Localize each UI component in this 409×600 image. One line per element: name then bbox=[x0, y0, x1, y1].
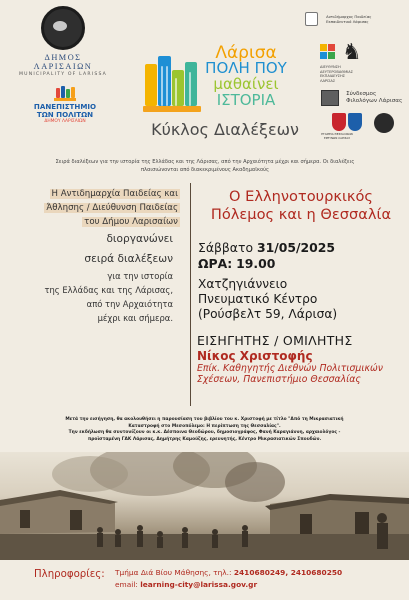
speaker-role-line2: Σχέσεων, Πανεπιστήμιο Θεσσαλίας bbox=[197, 374, 361, 385]
lecture-title-line1: Ο Ελληνοτουρκικός bbox=[228, 188, 373, 205]
info-email-line bbox=[115, 580, 257, 589]
university-line3: ΔΗΜΟΥ ΛΑΡΙΣΑΙΩΝ bbox=[44, 119, 86, 124]
ded-line4: ΛΑΡΙΣΑΣ bbox=[320, 78, 336, 83]
ded-line1: ΔΙΕΥΘΥΝΣΗ bbox=[320, 65, 341, 69]
municipality-logo bbox=[18, 6, 108, 77]
intro-text: Σειρά διαλέξεων για την ιστορία της Ελλάδας και της Λάρισας, από την Αρχαιότητα μέχρι και σήμερα. Οι διαλέξεις πλαισιώνονται από διακεκριμένους Ακαδημαϊκούς bbox=[55, 159, 355, 173]
philologists-association-logo bbox=[321, 87, 405, 106]
campaign-title bbox=[196, 45, 296, 108]
date-label: Σάββατο bbox=[198, 240, 254, 255]
event-notes bbox=[12, 417, 397, 443]
info-department: Τμήμα Διά Βίου Μάθησης, τηλ.: bbox=[115, 568, 232, 577]
venue-address: (Ρούσβελτ 59, Λάρισα) bbox=[198, 307, 338, 321]
time-label: ΩΡΑ: bbox=[198, 256, 233, 271]
notes-line1: Μετά την εισήγηση, θα ακολουθήσει η παρουσίαση του βιβλίου του κ. Χριστοφή με τίτλο "Από τη Μικρασιατική bbox=[65, 417, 344, 422]
municipality-name: ΔΗΜΟΣ ΛΑΡΙΣΑΙΩΝ bbox=[33, 53, 93, 71]
horse-icon: ♞ bbox=[342, 40, 362, 65]
organizer-line2: Άθλησης / Διεύθυνση Παιδείας bbox=[46, 203, 178, 213]
philologists-line2: Φιλολόγων Λάρισας bbox=[346, 97, 403, 104]
red-shield-icon bbox=[332, 113, 346, 131]
event-time bbox=[198, 256, 275, 272]
university-line2: ΤΩΝ ΠΟΛΙΤΩΝ bbox=[36, 110, 94, 119]
lecture-cycle-heading: Κύκλος Διαλέξεων bbox=[151, 120, 299, 139]
ded-line3: ΕΚΠΑΙΔΕΥΣΗΣ bbox=[320, 74, 346, 79]
organizer-column bbox=[20, 187, 180, 325]
topic-line4: μέχρι και σήμερα. bbox=[97, 313, 173, 323]
university-line1: ΠΑΝΕΠΙΣΤΗΜΙΟ bbox=[33, 102, 97, 111]
lecture-title-line2: Πόλεμος και η Θεσσαλία bbox=[210, 206, 392, 223]
badge-caption: ΕΤΑΙΡΕΙΑ ΘΕΣΣΑΛΙΚΩΝ ΕΡΕΥΝΩΝ ΛΑΡΙΣΑΣ bbox=[321, 132, 353, 140]
title-line1: Λάρισα bbox=[215, 43, 277, 63]
ded-squares-icon bbox=[320, 44, 336, 60]
info-phone-line bbox=[115, 568, 342, 577]
date-value: 31/05/2025 bbox=[256, 240, 336, 255]
books-icon bbox=[54, 84, 76, 101]
ministry-line2: Εκπαιδευτικό Λάρισας bbox=[326, 18, 369, 24]
philologists-line1: Σύνδεσμος bbox=[346, 90, 377, 97]
speaker-role-line1: Επίκ. Καθηγητής Διεθνών Πολιτισμικών bbox=[197, 363, 383, 374]
ministry-line1: Αντιδήμαρχος Παιδείας bbox=[326, 13, 372, 19]
philologists-emblem-icon bbox=[321, 90, 339, 106]
column-divider bbox=[190, 183, 191, 406]
speaker-name: Νίκος Χριστοφής bbox=[197, 349, 313, 363]
organizer-line3: του Δήμου Λαρισαίων bbox=[84, 217, 178, 227]
eagle-crest-icon bbox=[374, 113, 394, 133]
learning-city-books-icon bbox=[143, 50, 201, 112]
info-email-link[interactable]: learning-city@larissa.gov.gr bbox=[140, 580, 258, 589]
info-email-label: email: bbox=[115, 580, 138, 589]
topic-line2: της Ελλάδας και της Λάρισας, bbox=[44, 285, 173, 295]
deputy-mayor-logo bbox=[305, 8, 405, 27]
municipality-seal-icon bbox=[41, 6, 85, 50]
info-label: Πληροφορίες: bbox=[34, 569, 105, 580]
partner-badges bbox=[321, 113, 406, 141]
citizens-university-logo bbox=[15, 84, 115, 124]
topic-line3: από την Αρχαιότητα bbox=[86, 299, 173, 309]
greek-emblem-icon bbox=[305, 12, 318, 26]
organizes-text: διοργανώνει bbox=[106, 233, 173, 245]
historic-photo bbox=[0, 452, 409, 560]
topic-line1: για την ιστορία bbox=[107, 271, 173, 281]
title-line4: ΙΣΤΟΡΙΑ bbox=[216, 91, 276, 109]
notes-line4: προϊσταμένη ΓΑΚ Λάρισας, Δημήτρης Καμούζης, ερευνητής, Κέντρο Μικρασιατικών Σπουδών. bbox=[87, 436, 322, 442]
title-line2: ΠΟΛΗ ΠΟΥ bbox=[205, 59, 287, 77]
organizer-line1: Η Αντιδημαρχία Παιδείας και bbox=[51, 189, 178, 199]
secondary-education-logo bbox=[320, 40, 400, 83]
notes-line3: Την εκδήλωση θα συντονίζουν οι κ.κ. Δέσποινα Θεοδώρου, δημοσιογράφος, Φανή Καραγιάννη, αρχαιολόγος - bbox=[68, 430, 341, 435]
speaker-heading: ΕΙΣΗΓΗΤΗΣ / ΟΜΙΛΗΤΗΣ bbox=[197, 333, 353, 348]
time-value: 19.00 bbox=[236, 256, 276, 271]
venue-line2: Πνευματικό Κέντρο bbox=[198, 292, 318, 306]
venue-line1: Χατζηγιάννειο bbox=[198, 277, 288, 291]
lecture-title bbox=[196, 188, 406, 224]
event-date bbox=[198, 240, 335, 256]
notes-line2: Καταστροφή στο Μεσοπόλεμο: Η περίπτωση της Θεσσαλίας". bbox=[128, 423, 281, 429]
ded-line2: ΔΕΥΤΕΡΟΒΑΘΜΙΑΣ bbox=[320, 69, 354, 74]
header bbox=[0, 0, 409, 148]
blue-shield-icon bbox=[348, 113, 362, 131]
info-phones: 2410680249, 2410680250 bbox=[233, 568, 343, 577]
title-line3: μαθαίνει bbox=[213, 75, 279, 93]
lecture-series-text: σειρά διαλέξεων bbox=[84, 253, 173, 265]
municipality-subtitle: MUNICIPALITY OF LARISSA bbox=[18, 72, 108, 77]
